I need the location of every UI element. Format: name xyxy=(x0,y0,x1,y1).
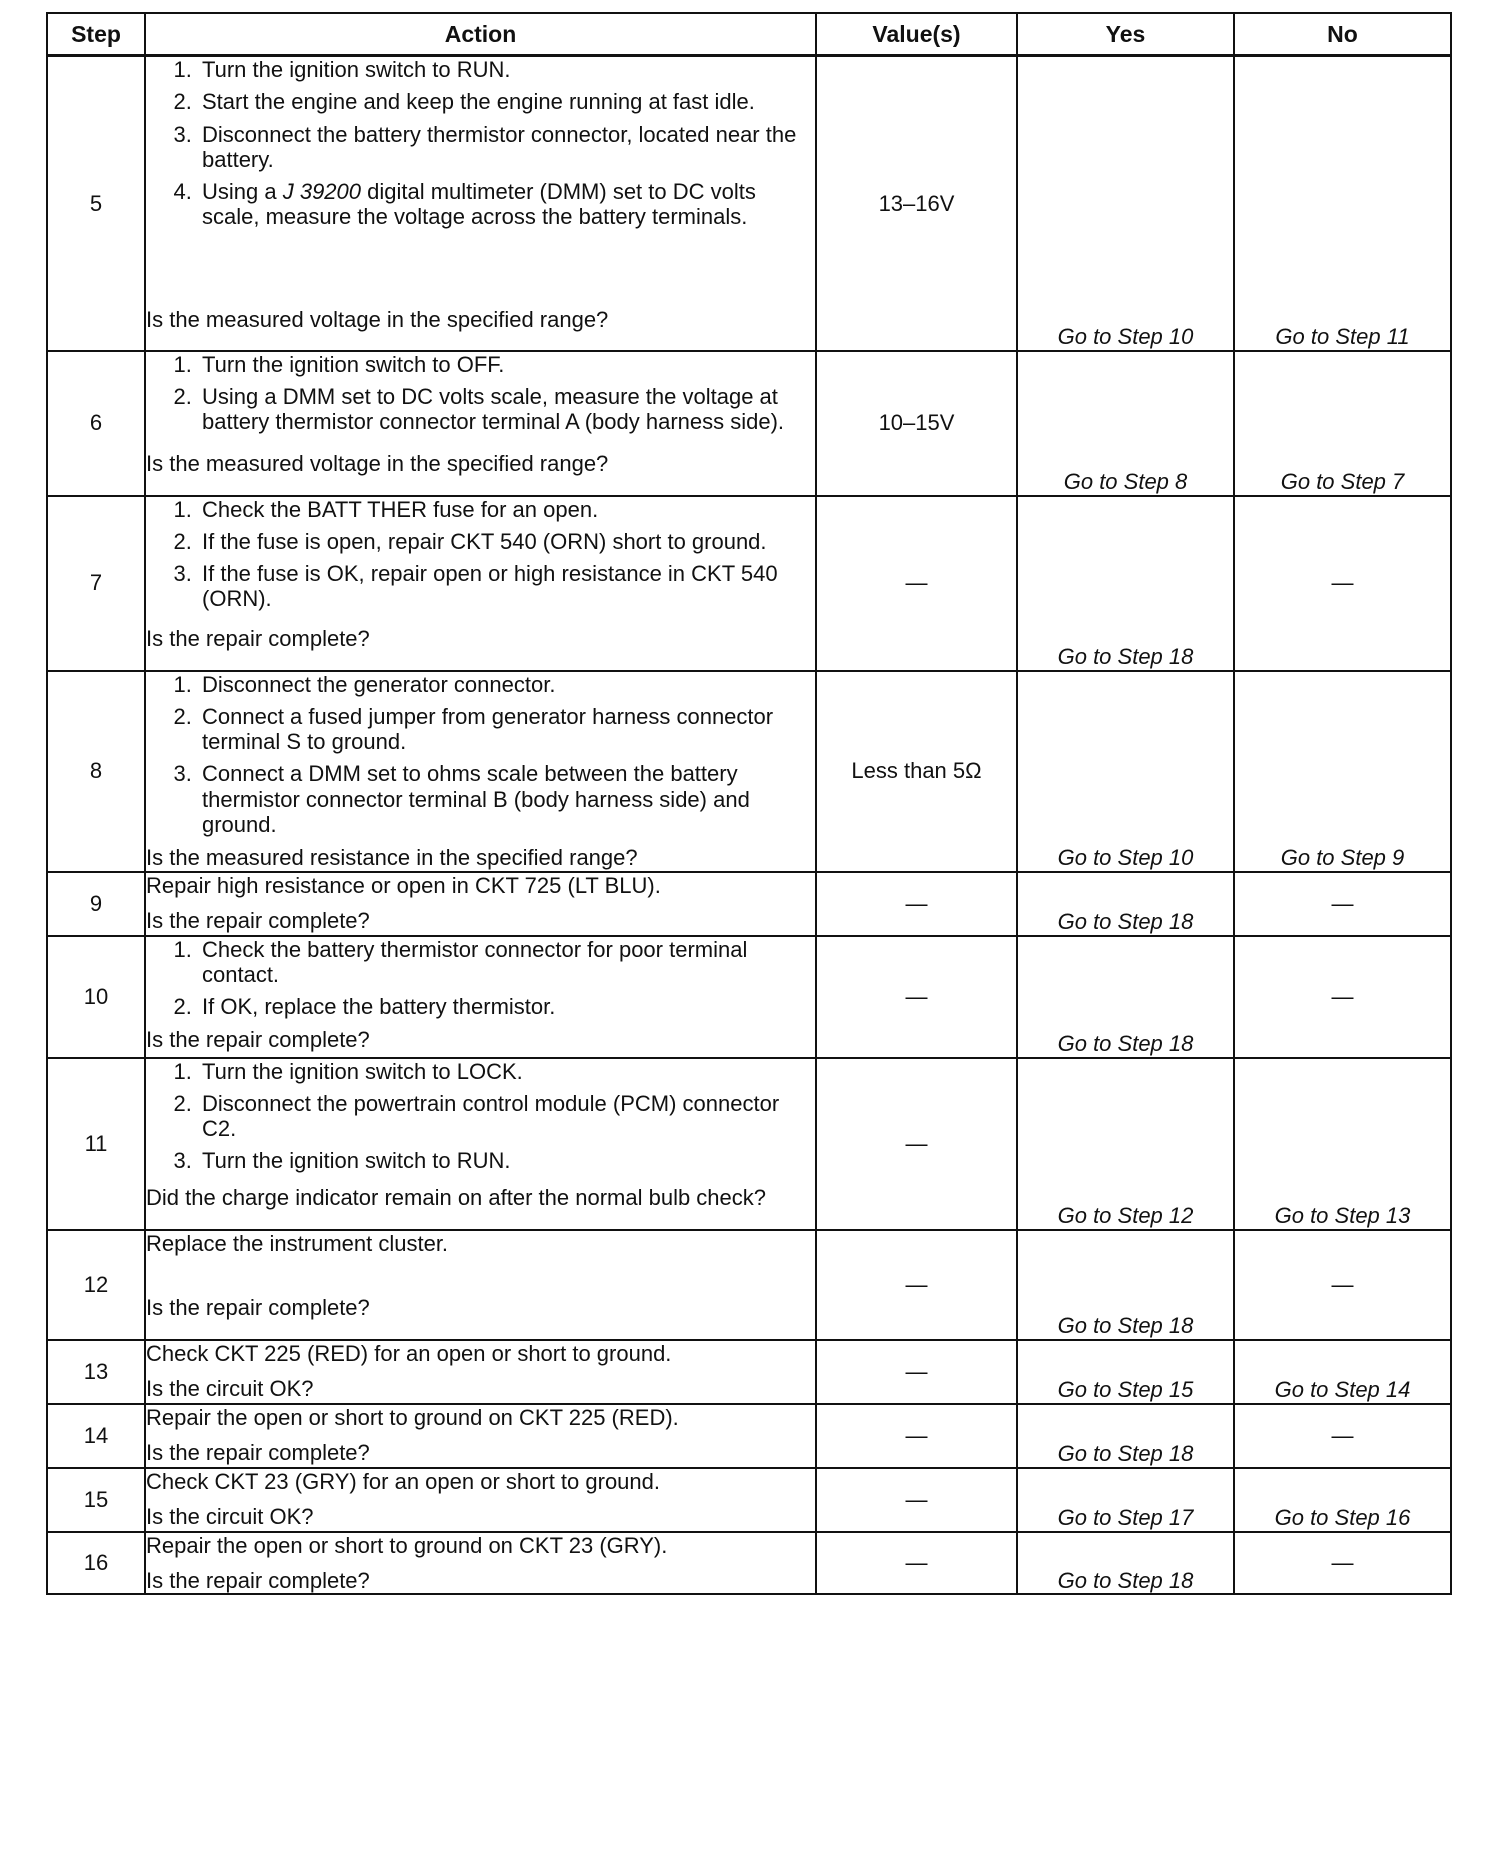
header-no: No xyxy=(1234,13,1451,56)
action-content xyxy=(146,873,815,934)
value-cell: — xyxy=(816,872,1017,936)
action-cell xyxy=(145,1340,816,1404)
value-cell: — xyxy=(816,936,1017,1058)
substep-item: 3. Connect a DMM set to ohms scale between the battery thermistor connector terminal B (body harness side) and ground. xyxy=(198,761,815,837)
substep-item: 2. Start the engine and keep the engine running at fast idle. xyxy=(198,89,815,114)
action-instructions xyxy=(146,1469,815,1504)
action-question: Is the repair complete? xyxy=(146,626,370,652)
yes-cell: Go to Step 18 xyxy=(1017,1532,1234,1595)
value-cell: — xyxy=(816,1058,1017,1230)
table-row xyxy=(47,671,1451,872)
value-cell: — xyxy=(816,1468,1017,1532)
yes-cell: Go to Step 15 xyxy=(1017,1340,1234,1404)
action-question: Did the charge indicator remain on after the normal bulb check? xyxy=(146,1185,767,1211)
action-cell xyxy=(145,1230,816,1340)
substep-item: 2. If the fuse is open, repair CKT 540 (ORN) short to ground. xyxy=(198,529,815,554)
action-instructions xyxy=(146,1341,815,1376)
yes-cell: Go to Step 18 xyxy=(1017,872,1234,936)
table-row xyxy=(47,56,1451,351)
no-cell: Go to Step 13 xyxy=(1234,1058,1451,1230)
table-row xyxy=(47,496,1451,671)
action-text: Repair the open or short to ground on CKT 23 (GRY). xyxy=(146,1532,668,1558)
yes-cell: Go to Step 12 xyxy=(1017,1058,1234,1230)
substep-item: 1. Turn the ignition switch to LOCK. xyxy=(198,1059,815,1084)
substep-item: 2. Using a DMM set to DC volts scale, measure the voltage at battery thermistor connector terminal A (body harness side). xyxy=(198,384,815,435)
table-row xyxy=(47,1468,1451,1532)
step-number: 9 xyxy=(47,872,145,936)
action-content xyxy=(146,937,815,1053)
yes-cell: Go to Step 8 xyxy=(1017,351,1234,496)
action-instructions xyxy=(146,1405,815,1440)
step-number: 8 xyxy=(47,671,145,872)
action-question: Is the repair complete? xyxy=(146,1027,370,1053)
table-row xyxy=(47,1532,1451,1595)
action-content xyxy=(146,672,815,871)
action-instructions xyxy=(146,873,815,908)
substep-item: 1. Check the BATT THER fuse for an open. xyxy=(198,497,815,522)
substep-list xyxy=(146,1059,815,1174)
no-cell: — xyxy=(1234,936,1451,1058)
step-number: 12 xyxy=(47,1230,145,1340)
table-row xyxy=(47,1340,1451,1404)
no-cell: Go to Step 11 xyxy=(1234,56,1451,351)
no-cell: Go to Step 7 xyxy=(1234,351,1451,496)
substep-item: 3. Turn the ignition switch to RUN. xyxy=(198,1148,815,1173)
action-text: Check CKT 23 (GRY) for an open or short to ground. xyxy=(146,1468,661,1494)
substep-item: 4. Using a J 39200 digital multimeter (DMM) set to DC volts scale, measure the voltage across the battery terminals. xyxy=(198,179,815,230)
substep-item: 3. If the fuse is OK, repair open or high resistance in CKT 540 (ORN). xyxy=(198,561,815,612)
substep-item: 1. Check the battery thermistor connector for poor terminal contact. xyxy=(198,937,815,988)
table-row xyxy=(47,936,1451,1058)
substep-item: 2. Disconnect the powertrain control module (PCM) connector C2. xyxy=(198,1091,815,1142)
action-instructions xyxy=(146,352,815,443)
action-text: Repair the open or short to ground on CKT 225 (RED). xyxy=(146,1404,679,1430)
step-number: 13 xyxy=(47,1340,145,1404)
step-number: 5 xyxy=(47,56,145,351)
action-cell xyxy=(145,872,816,936)
action-question: Is the circuit OK? xyxy=(146,1503,314,1529)
action-content xyxy=(146,352,815,477)
action-question: Is the repair complete? xyxy=(146,907,370,933)
action-instructions xyxy=(146,57,815,238)
action-instructions xyxy=(146,1059,815,1182)
action-cell xyxy=(145,1404,816,1468)
value-cell: — xyxy=(816,1230,1017,1340)
action-content xyxy=(146,57,815,332)
action-cell xyxy=(145,936,816,1058)
substep-list xyxy=(146,57,815,230)
table-row xyxy=(47,1058,1451,1230)
substep-item: 3. Disconnect the battery thermistor connector, located near the battery. xyxy=(198,122,815,173)
value-cell: — xyxy=(816,1340,1017,1404)
substep-item: 2. If OK, replace the battery thermistor. xyxy=(198,994,815,1019)
step-number: 6 xyxy=(47,351,145,496)
action-question: Is the measured voltage in the specified range? xyxy=(146,451,609,477)
header-row xyxy=(47,13,1451,56)
action-content xyxy=(146,497,815,652)
value-cell: Less than 5Ω xyxy=(816,671,1017,872)
no-cell: — xyxy=(1234,1230,1451,1340)
step-number: 10 xyxy=(47,936,145,1058)
action-cell xyxy=(145,496,816,671)
action-content xyxy=(146,1469,815,1530)
action-cell xyxy=(145,1058,816,1230)
yes-cell: Go to Step 10 xyxy=(1017,671,1234,872)
diagnostic-document xyxy=(46,12,1450,1595)
step-number: 14 xyxy=(47,1404,145,1468)
action-content xyxy=(146,1231,815,1321)
action-question: Is the circuit OK? xyxy=(146,1375,314,1401)
header-step: Step xyxy=(47,13,145,56)
table-body xyxy=(47,56,1451,1595)
no-cell: Go to Step 14 xyxy=(1234,1340,1451,1404)
action-question: Is the repair complete? xyxy=(146,1567,370,1593)
action-instructions xyxy=(146,1231,815,1266)
header-values: Value(s) xyxy=(816,13,1017,56)
step-number: 7 xyxy=(47,496,145,671)
step-number: 11 xyxy=(47,1058,145,1230)
table-row xyxy=(47,1404,1451,1468)
no-cell: Go to Step 9 xyxy=(1234,671,1451,872)
value-cell: — xyxy=(816,496,1017,671)
no-cell: — xyxy=(1234,1404,1451,1468)
value-cell: 13–16V xyxy=(816,56,1017,351)
action-question: Is the measured resistance in the specified range? xyxy=(146,845,638,871)
substep-item: 1. Turn the ignition switch to OFF. xyxy=(198,352,815,377)
yes-cell: Go to Step 18 xyxy=(1017,496,1234,671)
value-cell: — xyxy=(816,1404,1017,1468)
substep-list xyxy=(146,672,815,838)
substep-item: 1. Disconnect the generator connector. xyxy=(198,672,815,697)
yes-cell: Go to Step 10 xyxy=(1017,56,1234,351)
action-cell xyxy=(145,1532,816,1595)
substep-list xyxy=(146,937,815,1020)
tool-number: J 39200 xyxy=(282,179,362,205)
action-content xyxy=(146,1533,815,1594)
action-content xyxy=(146,1405,815,1466)
no-cell: — xyxy=(1234,496,1451,671)
action-text: Check CKT 225 (RED) for an open or short to ground. xyxy=(146,1340,672,1366)
action-text: Replace the instrument cluster. xyxy=(146,1230,449,1256)
table-row xyxy=(47,872,1451,936)
action-content xyxy=(146,1059,815,1211)
action-cell xyxy=(145,1468,816,1532)
header-yes: Yes xyxy=(1017,13,1234,56)
no-cell: — xyxy=(1234,872,1451,936)
action-instructions xyxy=(146,497,815,620)
action-question: Is the repair complete? xyxy=(146,1439,370,1465)
action-instructions xyxy=(146,1533,815,1568)
yes-cell: Go to Step 18 xyxy=(1017,936,1234,1058)
header-action: Action xyxy=(145,13,816,56)
no-cell: — xyxy=(1234,1532,1451,1595)
action-content xyxy=(146,1341,815,1402)
action-cell xyxy=(145,351,816,496)
action-question: Is the repair complete? xyxy=(146,1295,370,1321)
diagnostic-table xyxy=(46,12,1452,1595)
yes-cell: Go to Step 17 xyxy=(1017,1468,1234,1532)
substep-list xyxy=(146,352,815,435)
table-row xyxy=(47,1230,1451,1340)
substep-item: 1. Turn the ignition switch to RUN. xyxy=(198,57,815,82)
value-cell: — xyxy=(816,1532,1017,1595)
action-instructions xyxy=(146,672,815,846)
action-text: Repair high resistance or open in CKT 725 (LT BLU). xyxy=(146,872,661,898)
action-question: Is the measured voltage in the specified range? xyxy=(146,306,609,332)
yes-cell: Go to Step 18 xyxy=(1017,1404,1234,1468)
step-number: 16 xyxy=(47,1532,145,1595)
table-row xyxy=(47,351,1451,496)
yes-cell: Go to Step 18 xyxy=(1017,1230,1234,1340)
substep-item: 2. Connect a fused jumper from generator harness connector terminal S to ground. xyxy=(198,704,815,755)
no-cell: Go to Step 16 xyxy=(1234,1468,1451,1532)
action-cell xyxy=(145,671,816,872)
value-cell: 10–15V xyxy=(816,351,1017,496)
substep-list xyxy=(146,497,815,612)
action-cell xyxy=(145,56,816,351)
step-number: 15 xyxy=(47,1468,145,1532)
action-instructions xyxy=(146,937,815,1028)
